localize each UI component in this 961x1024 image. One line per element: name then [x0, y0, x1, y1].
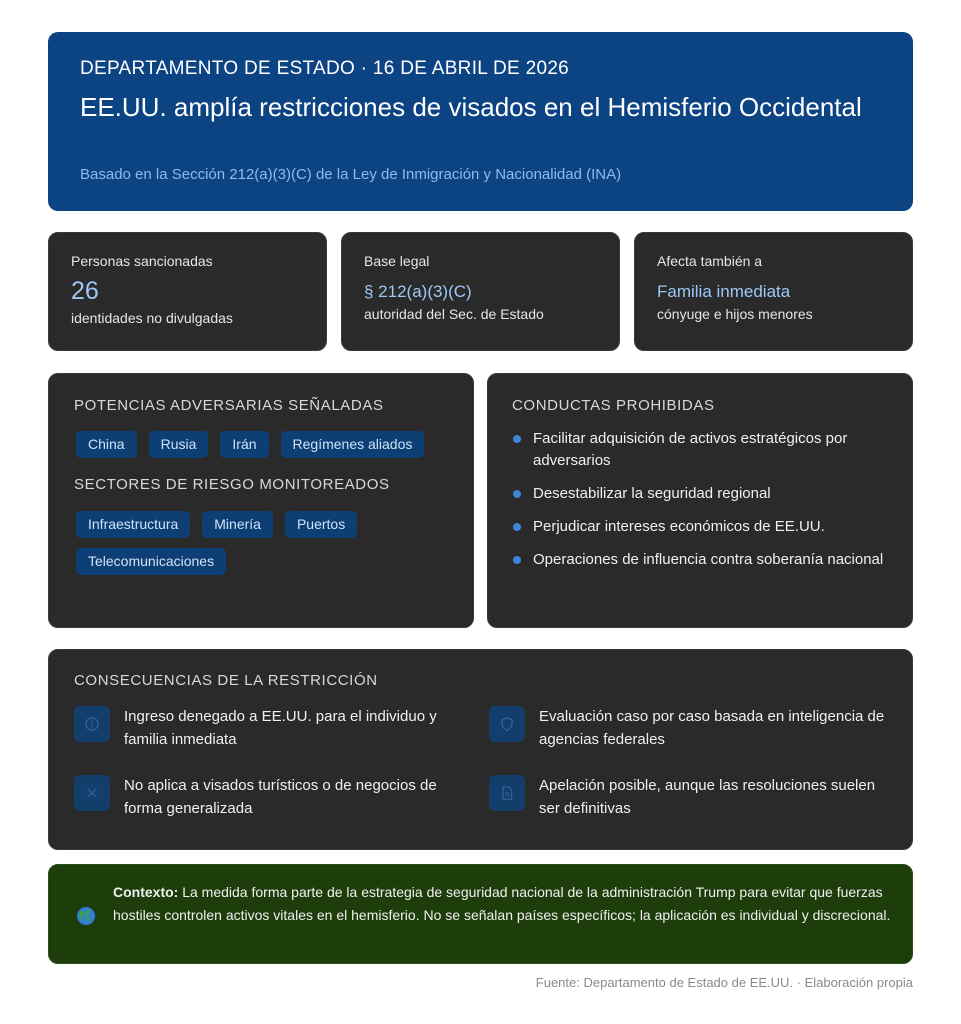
conduct-list	[512, 428, 892, 582]
stat-label: Base legal	[364, 253, 430, 269]
consequence-item	[489, 705, 894, 751]
powers-title: POTENCIAS ADVERSARIAS SEÑALADAS	[74, 397, 384, 414]
stat-label: Personas sancionadas	[71, 253, 213, 269]
list-item	[512, 428, 892, 472]
stat-card-affects	[634, 232, 913, 351]
stat-value: Familia inmediata	[657, 282, 791, 301]
page-title: EE.UU. amplía restricciones de visados en el Hemisferio Occidental	[80, 92, 862, 122]
bullet-dot	[513, 490, 521, 498]
bullet-dot	[513, 556, 521, 564]
list-item-text: Desestabilizar la seguridad regional	[533, 485, 771, 502]
consequence-text: Ingreso denegado a EE.UU. para el individuo y familia inmediata	[124, 708, 437, 748]
stat-sub: cónyuge e hijos menores	[657, 306, 813, 322]
sectors-title: SECTORES DE RIESGO MONITOREADOS	[74, 476, 390, 493]
consequences-panel	[48, 649, 913, 850]
consequence-text: Evaluación caso por caso basada en inteligencia de agencias federales	[539, 708, 885, 748]
powers-tags	[76, 431, 456, 458]
consequences-title: CONSECUENCIAS DE LA RESTRICCIÓN	[74, 672, 378, 689]
tag-mineria: Minería	[202, 511, 273, 538]
list-item	[512, 516, 892, 538]
consequence-text: Apelación posible, aunque las resoluciones suelen ser definitivas	[539, 777, 876, 817]
x-icon	[74, 775, 110, 811]
shield-icon	[489, 706, 525, 742]
context-label: Contexto:	[113, 884, 179, 900]
stat-label: Afecta también a	[657, 253, 763, 269]
context-box	[48, 864, 913, 964]
consequence-item	[74, 774, 474, 820]
tag-infraestructura: Infraestructura	[76, 511, 190, 538]
list-item-text: Perjudicar intereses económicos de EE.UU.	[533, 518, 825, 535]
context-text	[113, 881, 898, 927]
stat-sub: identidades no divulgadas	[71, 310, 233, 326]
stat-card-legal-basis	[341, 232, 620, 351]
legal-basis: Basado en la Sección 212(a)(3)(C) de la Ley de Inmigración y Nacionalidad (INA)	[80, 166, 622, 183]
stat-sub: autoridad del Sec. de Estado	[364, 306, 544, 322]
tag-regimenes-aliados: Regímenes aliados	[281, 431, 425, 458]
tag-puertos: Puertos	[285, 511, 357, 538]
conduct-panel	[487, 373, 913, 628]
tag-telecomunicaciones: Telecomunicaciones	[76, 548, 226, 575]
bullet-dot	[513, 435, 521, 443]
conduct-title: CONDUCTAS PROHIBIDAS	[512, 397, 715, 414]
document-icon	[489, 775, 525, 811]
globe-icon	[76, 906, 96, 926]
alert-circle-icon	[74, 706, 110, 742]
sectors-tags	[76, 511, 406, 575]
tag-iran: Irán	[220, 431, 268, 458]
header-banner	[48, 32, 913, 211]
consequence-item	[489, 774, 894, 820]
tag-china: China	[76, 431, 137, 458]
stat-card-persons	[48, 232, 327, 351]
source-note: Fuente: Departamento de Estado de EE.UU. · Elaboración propia	[535, 975, 913, 990]
context-body: La medida forma parte de la estrategia de seguridad nacional de la administración Trump para evitar que fuerzas hostiles controlen activos vitales en el hemisferio. No se señalan países específicos; la aplicación es individual y discrecional.	[113, 884, 891, 923]
list-item-text: Operaciones de influencia contra soberanía nacional	[533, 551, 884, 568]
consequence-item	[74, 705, 474, 751]
powers-sectors-panel	[48, 373, 474, 628]
list-item-text: Facilitar adquisición de activos estratégicos por adversarios	[533, 430, 848, 469]
list-item	[512, 483, 892, 505]
header-kicker: DEPARTAMENTO DE ESTADO · 16 DE ABRIL DE 2026	[80, 58, 570, 79]
bullet-dot	[513, 523, 521, 531]
list-item	[512, 549, 892, 571]
consequence-text: No aplica a visados turísticos o de negocios de forma generalizada	[124, 777, 437, 817]
stat-value: 26	[71, 277, 99, 305]
stat-value: § 212(a)(3)(C)	[364, 282, 472, 301]
tag-rusia: Rusia	[149, 431, 209, 458]
